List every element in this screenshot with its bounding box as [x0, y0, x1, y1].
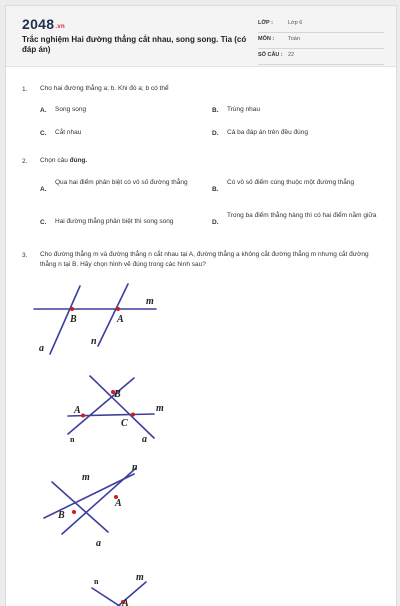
meta-count-label: SỐ CÂU :	[258, 52, 283, 58]
figure-4-label-m: m	[136, 572, 144, 583]
figure-2-point-c	[131, 413, 135, 417]
figure-2-label-n: n	[70, 435, 75, 444]
q2-option-b-letter[interactable]: B.	[212, 186, 219, 193]
figure-4-line-n	[92, 588, 138, 606]
q2-option-a-letter[interactable]: A.	[40, 186, 47, 193]
q2-option-d-letter[interactable]: D.	[212, 219, 219, 226]
question-3-figures	[6, 6, 396, 606]
figure-3-line-a	[52, 482, 108, 532]
q1-option-d-text[interactable]: Cả ba đáp án trên đều đúng	[227, 129, 308, 136]
figure-4-label-n: n	[94, 577, 99, 586]
figure-1-point-a	[116, 307, 120, 311]
meta-class-label: LỚP :	[258, 20, 273, 26]
q1-option-b-letter[interactable]: B.	[212, 107, 219, 114]
question-2-text-bold: đúng.	[69, 157, 88, 164]
page-title: Trắc nghiệm Hai đường thẳng cắt nhau, song song. Tia (có đáp án)	[22, 35, 247, 54]
figure-3-label-a-point: A	[115, 498, 122, 509]
meta-subject-label: MÔN :	[258, 36, 275, 42]
meta-subject-value: Toán	[288, 36, 300, 42]
figure-2-point-a	[81, 414, 85, 418]
question-2-number: 2.	[22, 158, 28, 165]
question-1-text: Cho hai đường thẳng a; b. Khi đó a; b có thể	[40, 85, 169, 92]
q2-option-d-text[interactable]: Trong ba điểm thẳng hàng thì có hai điểm nằm giữa	[227, 212, 377, 219]
q2-option-c-letter[interactable]: C.	[40, 219, 47, 226]
meta-count-value: 22	[288, 52, 295, 58]
figure-1-label-m: m	[146, 296, 154, 307]
question-3-number: 3.	[22, 252, 28, 259]
figure-2-line-m	[68, 414, 154, 416]
figure-4	[92, 582, 146, 606]
q2-option-a-text[interactable]: Qua hai điểm phân biệt có vô số đường thẳng	[55, 179, 188, 186]
figure-3-label-a: a	[96, 538, 101, 549]
figure-3	[44, 468, 136, 534]
q1-option-b-text[interactable]: Trùng nhau	[227, 106, 261, 113]
figure-1-label-a-point: A	[117, 314, 124, 325]
question-2-text-plain: Chọn câu	[40, 157, 68, 164]
q1-option-d-letter[interactable]: D.	[212, 130, 219, 137]
meta-class-value: Lớp 6	[288, 20, 303, 26]
q1-option-a-letter[interactable]: A.	[40, 107, 47, 114]
figure-1-point-b	[70, 307, 74, 311]
figure-3-label-n: n	[132, 462, 138, 473]
question-1-number: 1.	[22, 86, 28, 93]
q1-option-c-text[interactable]: Cắt nhau	[55, 129, 82, 136]
figure-2-label-c: C	[121, 418, 128, 429]
figure-2-label-b: B	[114, 389, 121, 400]
figure-2-label-a: a	[142, 434, 147, 445]
q2-option-c-text[interactable]: Hai đường thẳng phân biệt thì song song	[55, 218, 174, 225]
figure-1-label-a: a	[39, 343, 44, 354]
q2-option-b-text[interactable]: Có vô số điểm cùng thuộc một đường thẳng	[227, 179, 355, 186]
figure-4-label-a-point: A	[122, 598, 129, 606]
question-3-text: Cho đường thẳng m và đường thẳng n cắt nhau tại A, đường thẳng a không cắt đường thẳng m nhưng cắt đường thẳng n tại B. Hãy chọn hình vẽ đúng trong các hình sau?	[40, 251, 369, 268]
logo-suffix: .vn	[55, 24, 65, 30]
figure-1-label-b: B	[70, 314, 77, 325]
q1-option-a-text[interactable]: Song song	[55, 106, 87, 113]
worksheet	[5, 5, 397, 606]
logo-text: 2048	[22, 16, 55, 32]
figure-2	[68, 376, 154, 438]
figure-3-point-b	[72, 510, 76, 514]
figure-2-label-a-point: A	[74, 405, 81, 416]
figure-3-label-m: m	[82, 472, 90, 483]
figure-1-label-n: n	[91, 336, 97, 347]
q1-option-c-letter[interactable]: C.	[40, 130, 47, 137]
figure-3-label-b: B	[58, 510, 65, 521]
figure-2-label-m: m	[156, 403, 164, 414]
